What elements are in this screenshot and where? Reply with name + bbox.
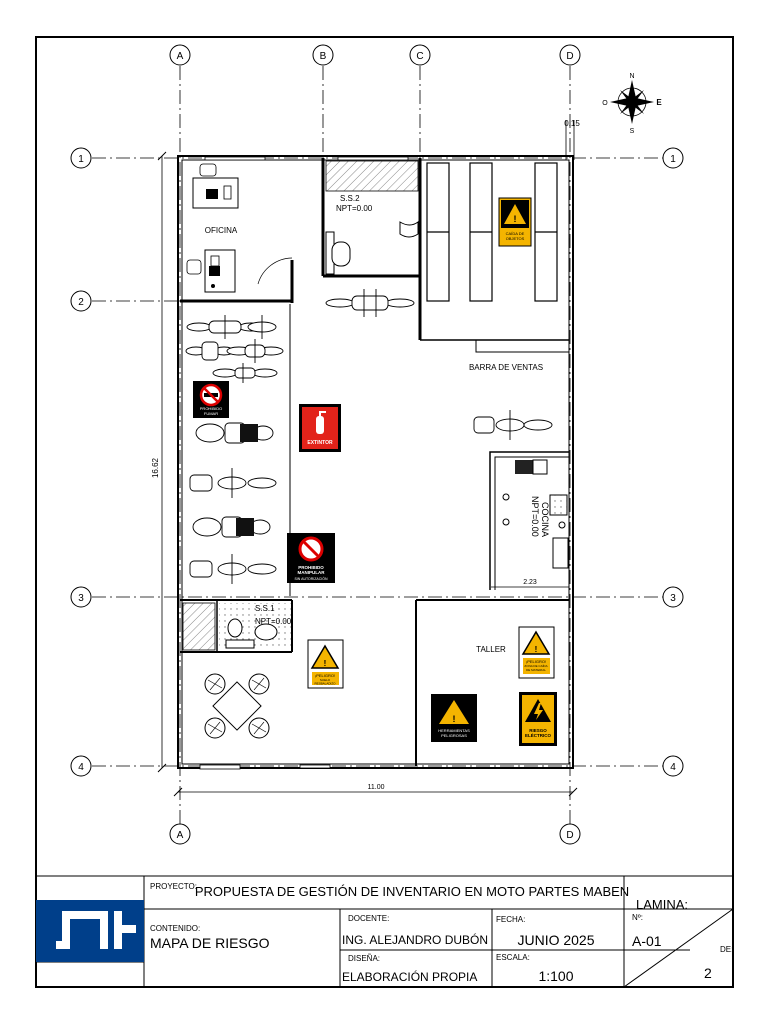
sign-falling-objects	[499, 198, 531, 246]
svg-text:FUMAR: FUMAR	[203, 411, 219, 416]
scale-value: 1:100	[538, 968, 574, 984]
svg-text:DE MATERIAL: DE MATERIAL	[526, 668, 546, 672]
compass-n: N	[629, 73, 635, 80]
svg-text:3: 3	[670, 593, 676, 604]
room-level-ss2: NPT=0.00	[336, 204, 373, 213]
svg-text:¡PELIGRO!: ¡PELIGRO!	[525, 659, 547, 664]
grid-label-d-bottom: D	[566, 830, 574, 841]
designer-value: ELABORACIÓN PROPIA	[342, 970, 478, 984]
svg-text:16.62: 16.62	[151, 457, 160, 479]
office-desk-bottom	[187, 250, 235, 292]
svg-text:4: 4	[78, 762, 84, 773]
sign-material-fall	[519, 627, 554, 678]
scale-label: ESCALA:	[496, 953, 530, 962]
designer-label: DISEÑA:	[348, 954, 381, 963]
grid-bubble-4-right	[663, 756, 683, 776]
dimension-top-right	[564, 119, 580, 160]
sign-no-unauthorized-handling	[287, 533, 335, 583]
svg-text:!: !	[323, 659, 327, 668]
dimension-height	[151, 152, 166, 772]
building-walls	[178, 156, 573, 769]
svg-text:RIESGO: RIESGO	[529, 728, 547, 733]
sign-slippery-floor	[308, 640, 343, 688]
svg-text:¡PELIGRO!: ¡PELIGRO!	[314, 673, 336, 678]
svg-text:!: !	[513, 214, 517, 224]
grid-bubble-1-left	[71, 148, 91, 168]
ss2-hatched-area	[326, 161, 418, 191]
number-label: Nº:	[632, 913, 643, 922]
svg-text:2: 2	[78, 297, 84, 308]
sign-fire-extinguisher	[299, 404, 341, 452]
svg-text:SIN AUTORIZACIÓN: SIN AUTORIZACIÓN	[294, 577, 328, 581]
grid-bubble-1-right	[663, 148, 683, 168]
compass-e: E	[656, 98, 662, 107]
svg-text:1: 1	[670, 154, 676, 165]
grid-bubble-d-top	[560, 45, 580, 65]
project-title: PROPUESTA DE GESTIÓN DE INVENTARIO EN MOTO PARTES MABEN	[194, 884, 630, 899]
sheet-label: LAMINA:	[636, 897, 689, 912]
grid-label-c: C	[416, 51, 424, 62]
dining-table	[205, 674, 269, 738]
svg-text:3: 3	[78, 593, 84, 604]
grid-bubble-d-bottom	[560, 824, 580, 844]
dimension-width	[174, 784, 577, 796]
room-label-workshop: TALLER	[476, 645, 506, 654]
room-label-ss1: S.S.1	[255, 604, 275, 613]
grid-bubble-c-top	[410, 45, 430, 65]
svg-text:PROHIBIDO: PROHIBIDO	[298, 565, 324, 570]
sign-electric-risk	[519, 692, 557, 746]
room-level-kitchen: NPT=0.00	[530, 496, 540, 537]
svg-text:SUELO: SUELO	[319, 678, 331, 682]
svg-text:ZONA DE CAÍDA: ZONA DE CAÍDA	[524, 664, 548, 668]
svg-text:1: 1	[78, 154, 84, 165]
institution-logo	[36, 900, 144, 962]
project-label: PROYECTO:	[150, 882, 197, 891]
svg-text:0.15: 0.15	[564, 119, 580, 128]
svg-text:2.23: 2.23	[523, 579, 537, 586]
svg-text:ELÉCTRICO: ELÉCTRICO	[524, 733, 552, 738]
content-label: CONTENIDO:	[150, 924, 201, 933]
grid-label-a-bottom: A	[176, 830, 184, 841]
grid-label-a: A	[176, 51, 184, 62]
storage-shelves	[427, 163, 557, 301]
grid-label-d: D	[566, 51, 574, 62]
room-label-office: OFICINA	[204, 226, 238, 235]
total-sheets-value: 2	[704, 965, 712, 981]
svg-text:RESBALADIZO: RESBALADIZO	[314, 681, 336, 686]
compass-rose-icon	[602, 73, 662, 135]
number-value: A-01	[632, 933, 662, 949]
grid-bubble-4-left	[71, 756, 91, 776]
svg-text:11.00: 11.00	[367, 784, 385, 791]
date-label: FECHA:	[496, 915, 526, 924]
compass-w: O	[602, 100, 608, 107]
grid-bubble-3-right	[663, 587, 683, 607]
grid-label-b: B	[319, 51, 327, 62]
ss1-hatched-area	[183, 603, 215, 650]
svg-text:OBJETOS: OBJETOS	[505, 236, 525, 241]
kitchen-dimension	[491, 579, 569, 587]
ss2-fixtures	[326, 222, 418, 274]
teacher-value: ING. ALEJANDRO DUBÓN	[342, 933, 489, 947]
svg-text:PROHIBIDO: PROHIBIDO	[199, 406, 223, 411]
svg-text:!: !	[452, 714, 456, 724]
svg-text:MANIPULAR: MANIPULAR	[297, 570, 325, 575]
room-label-kitchen: COCINA	[540, 502, 550, 538]
grid-bubble-a-bottom	[170, 824, 190, 844]
grid-bubble-3-left	[71, 587, 91, 607]
room-label-ss2: S.S.2	[340, 194, 360, 203]
grid-bubble-a-top	[170, 45, 190, 65]
room-level-ss1: NPT=0.00	[255, 617, 292, 626]
svg-text:4: 4	[670, 762, 676, 773]
svg-text:PELIGROSAS: PELIGROSAS	[441, 733, 467, 738]
svg-text:CAÍDA DE: CAÍDA DE	[505, 231, 525, 236]
office-desk-top	[193, 164, 238, 208]
content-value: MAPA DE RIESGO	[150, 935, 270, 951]
grid-bubble-2-left	[71, 291, 91, 311]
sign-no-smoking	[193, 381, 229, 418]
date-value: JUNIO 2025	[517, 932, 595, 948]
svg-text:EXTINTOR: EXTINTOR	[307, 440, 333, 446]
compass-s: S	[629, 128, 635, 135]
sign-dangerous-tools	[431, 694, 477, 742]
room-label-sales-bar: BARRA DE VENTAS	[468, 363, 544, 372]
of-label: DE:	[720, 945, 734, 954]
teacher-label: DOCENTE:	[348, 914, 390, 923]
grid-bubble-b-top	[313, 45, 333, 65]
svg-text:!: !	[534, 645, 538, 654]
svg-text:HERRAMIENTAS: HERRAMIENTAS	[438, 728, 470, 733]
